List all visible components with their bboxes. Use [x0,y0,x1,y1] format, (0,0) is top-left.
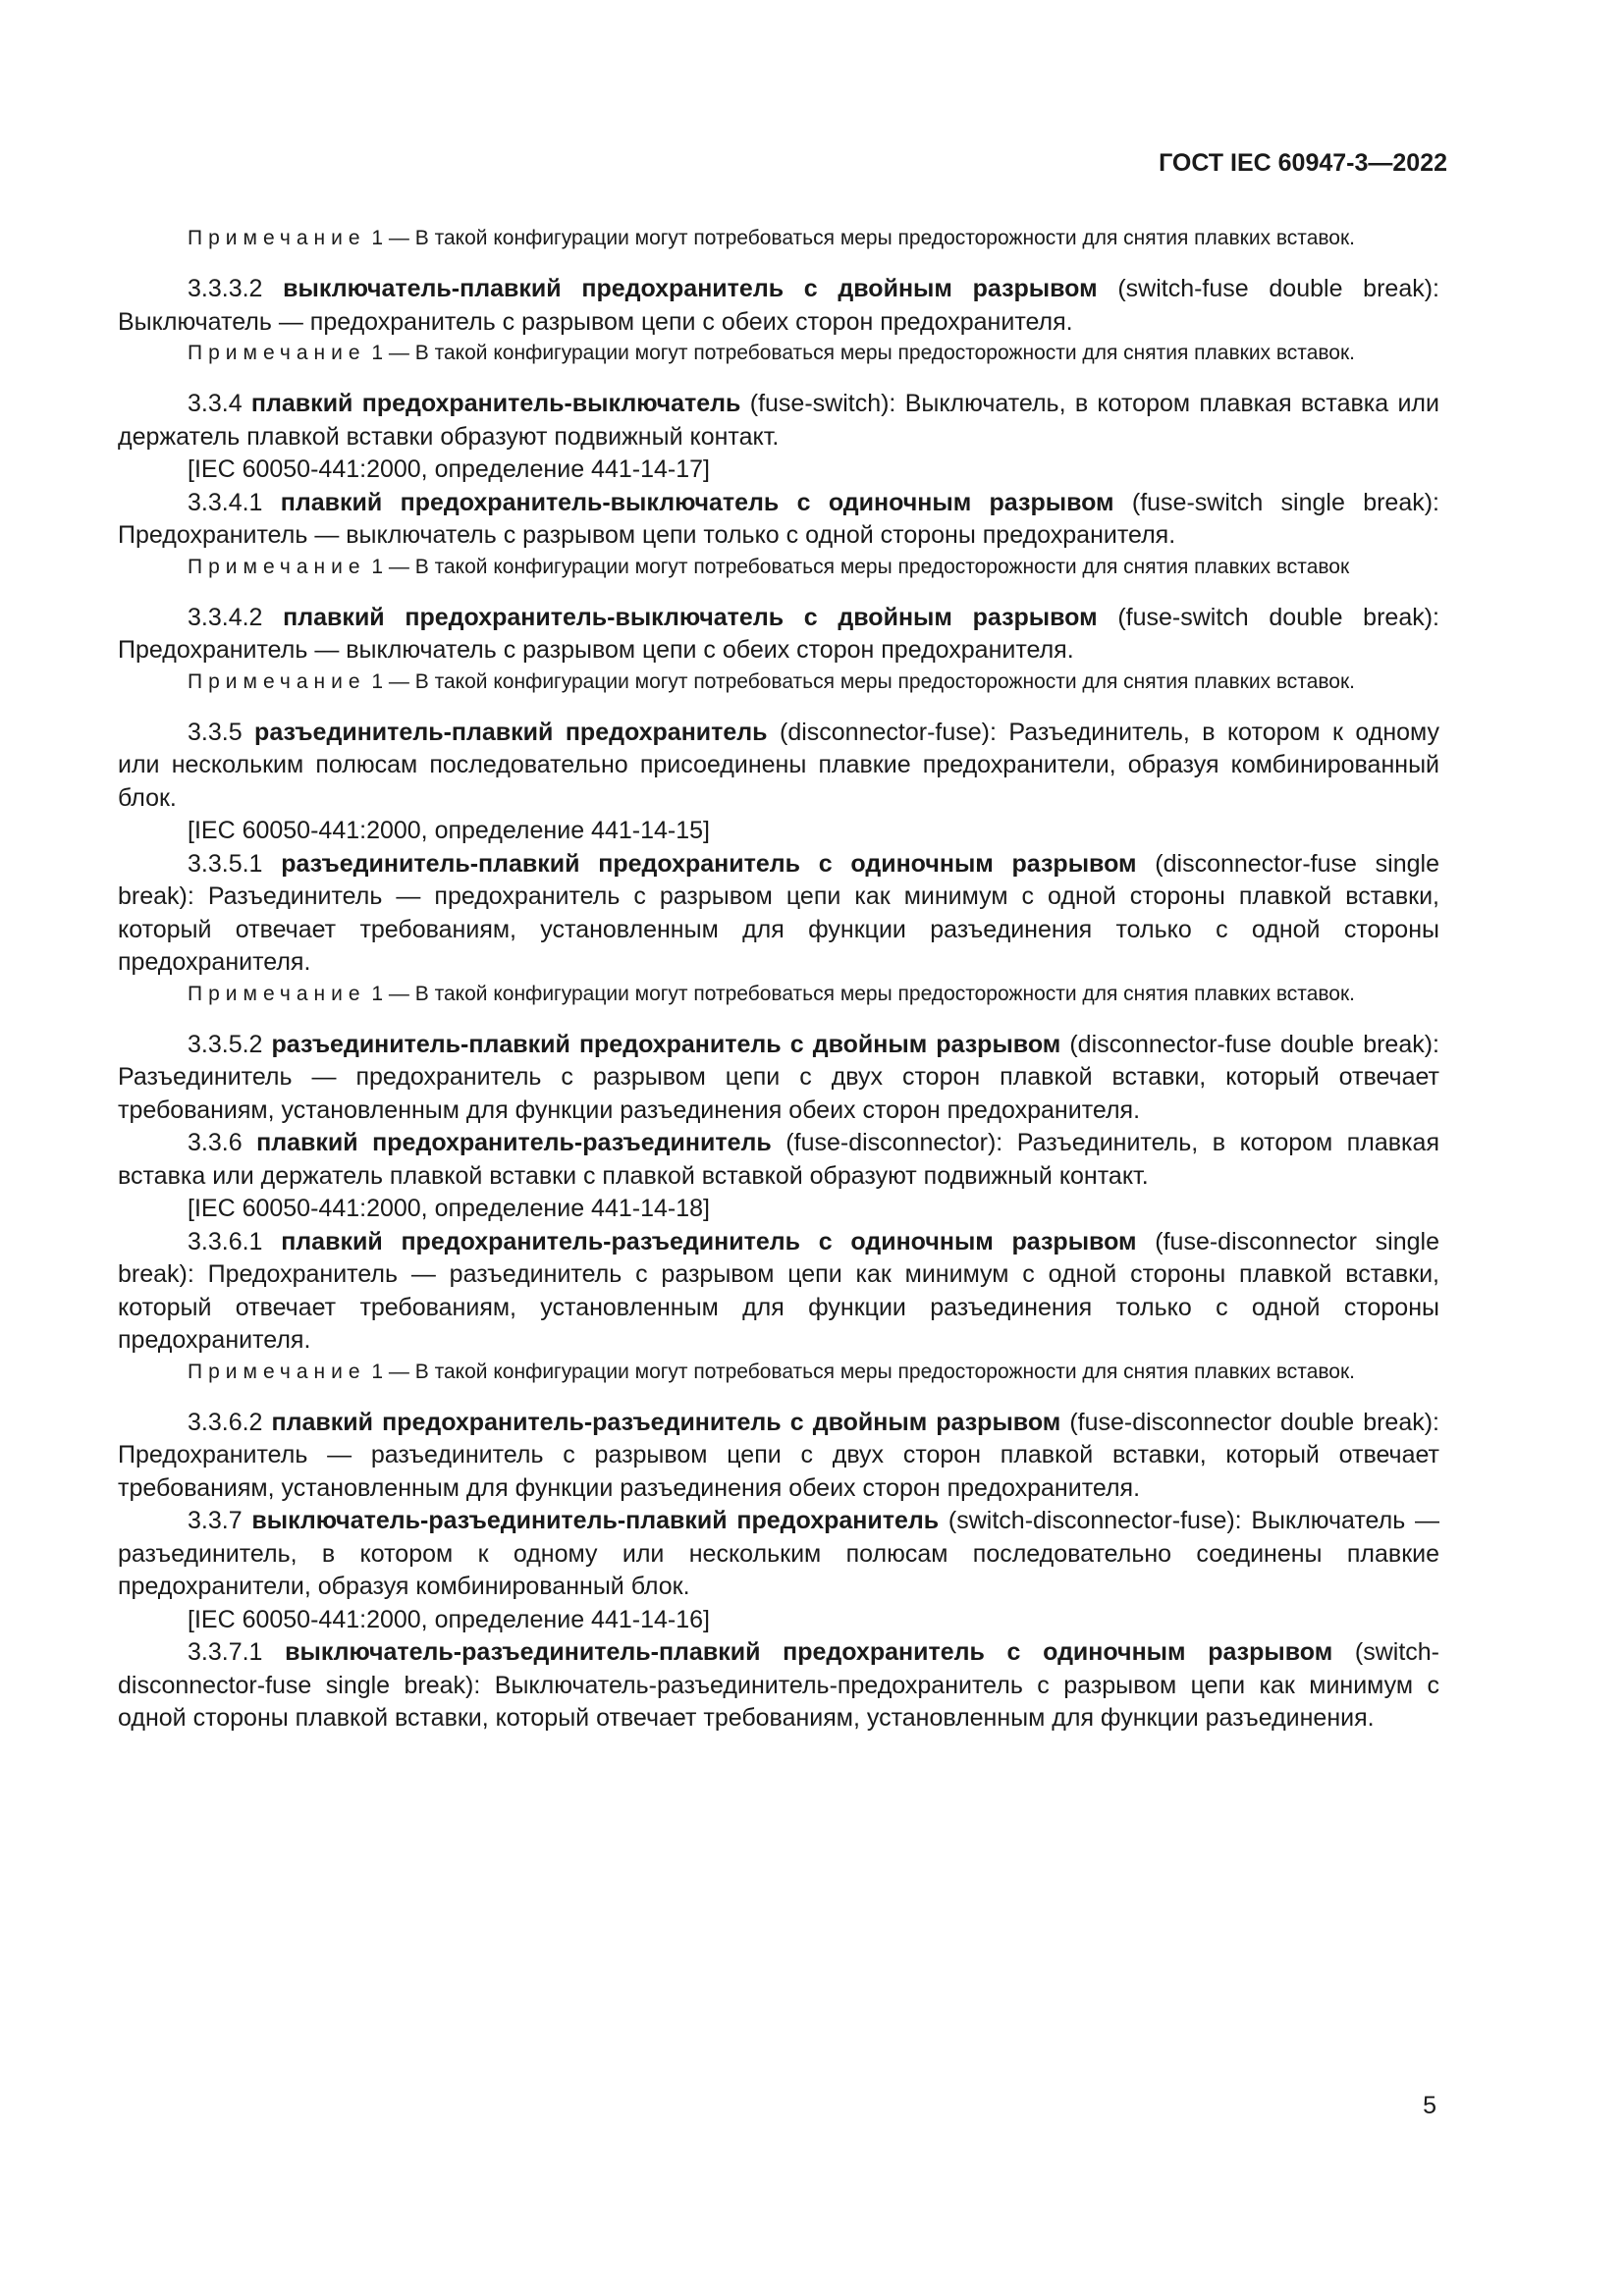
clause-number: 3.3.5 [188,718,243,746]
term-name: разъединитель-плавкий предохранитель [254,718,768,746]
term-name: плавкий предохранитель-разъединитель с одиночным разрывом [281,1227,1137,1255]
note-label: Примечание [188,555,366,578]
reference: [IEC 60050-441:2000, определение 441-14-16] [188,1605,710,1633]
note-text: В такой конфигурации могут потребоваться меры предосторожности для снятия плавких вставок. [414,982,1355,1005]
note-number: 1 [371,982,384,1005]
definition-text: (fuse-disconnector single break): Предохранитель — разъединитель с разрывом цепи как минимум с одной стороны плавкой вставки, который отвечает требованиям, установленным для функции разъединения только с одной стороны предохранителя. [118,1227,1439,1354]
term-name: плавкий предохранитель-разъединитель [256,1129,772,1156]
note-text: В такой конфигурации могут потребоваться меры предосторожности для снятия плавких вставок. [414,1360,1355,1383]
note: Примечание 1 — В такой конфигурации могут потребоваться меры предосторожности для снятия плавких вставок. [188,227,1355,249]
term-definition [118,1636,1439,1735]
definition-text: (fuse-switch single break): Предохранитель — выключатель с разрывом цепи только с одной стороны предохранителя. [118,488,1439,549]
term-name: выключатель-плавкий предохранитель с двойным разрывом [283,275,1098,302]
term-definition [118,1127,1439,1193]
term-definition [118,717,1439,816]
term-definition [118,1407,1439,1506]
term-name: плавкий предохранитель-выключатель [250,390,741,417]
term-name: плавкий предохранитель-выключатель с двойным разрывом [283,603,1098,631]
note-label: Примечание [188,342,366,364]
definition-text: (fuse-switch double break): Предохранитель — выключатель с разрывом цепи с обеих сторон предохранителя. [118,603,1439,664]
term-name: плавкий предохранитель-выключатель с одиночным разрывом [280,488,1114,516]
reference: [IEC 60050-441:2000, определение 441-14-17] [188,455,710,483]
definition-text: (fuse-disconnector double break): Предохранитель — разъединитель с разрывом цепи с двух сторон плавкой вставки, который отвечает требованиям, установленным для функции разъединения обеих сторон предохранителя. [118,1408,1440,1502]
note-number: 1 [371,669,384,693]
note: Примечание 1 — В такой конфигурации могут потребоваться меры предосторожности для снятия плавких вставок. [188,982,1355,1005]
clause-number: 3.3.5.2 [188,1030,263,1058]
note: Примечание 1 — В такой конфигурации могут потребоваться меры предосторожности для снятия плавких вставок. [188,342,1355,364]
note-text: В такой конфигурации могут потребоваться меры предосторожности для снятия плавких вставок. [414,227,1355,249]
term-definition [118,602,1439,667]
term-name: плавкий предохранитель-разъединитель с двойным разрывом [271,1408,1061,1436]
note-text: В такой конфигурации могут потребоваться меры предосторожности для снятия плавких вставок. [414,342,1355,364]
note-label: Примечание [188,227,366,249]
definition-text: (disconnector-fuse single break): Разъединитель — предохранитель с разрывом цепи как минимум с одной стороны плавкой вставки, который отвечает требованиям, установленным для функции разъединения только с одной стороны предохранителя. [118,849,1439,976]
term-definition [118,1226,1439,1358]
document-header: ГОСТ IEC 60947-3—2022 [1159,149,1447,177]
document-body [118,224,1439,1735]
clause-number: 3.3.4.2 [188,603,263,631]
note-label: Примечание [188,669,366,693]
reference: [IEC 60050-441:2000, определение 441-14-15] [188,817,710,844]
clause-number: 3.3.7.1 [188,1638,263,1666]
note: Примечание 1 — В такой конфигурации могут потребоваться меры предосторожности для снятия плавких вставок. [188,669,1355,693]
term-definition [118,1029,1439,1128]
term-definition [118,1505,1439,1604]
term-name: выключатель-разъединитель-плавкий предохранитель [251,1507,940,1534]
term-definition [118,848,1439,980]
reference: [IEC 60050-441:2000, определение 441-14-18] [188,1195,710,1222]
clause-number: 3.3.3.2 [188,275,263,302]
term-definition [118,487,1439,553]
clause-number: 3.3.4.1 [188,488,263,516]
definition-text: (switch-disconnector-fuse): Выключатель — разъединитель, в котором к одному или нескольким полюсам последовательно соединены плавкие предохранители, образуя комбинированный блок. [118,1507,1439,1600]
definition-text: (fuse-switch): Выключатель, в котором плавкая вставка или держатель плавкой вставки образуют подвижный контакт. [118,390,1439,451]
note: Примечание 1 — В такой конфигурации могут потребоваться меры предосторожности для снятия плавких вставок. [188,1360,1355,1383]
definition-text: (disconnector-fuse): Разъединитель, в котором к одному или нескольким полюсам последовательно присоединены плавкие предохранители, образуя комбинированный блок. [118,718,1440,812]
clause-number: 3.3.7 [188,1507,243,1534]
note-number: 1 [371,1360,384,1383]
note-label: Примечание [188,982,366,1005]
definition-text: (fuse-disconnector): Разъединитель, в котором плавкая вставка или держатель плавкой вставки с плавкой вставкой образуют подвижный контакт. [118,1129,1439,1190]
definition-text: (switch-fuse double break): Выключатель — предохранитель с разрывом цепи с обеих сторон предохранителя. [118,275,1439,336]
clause-number: 3.3.6 [188,1129,243,1156]
note-number: 1 [371,342,384,364]
clause-number: 3.3.4 [188,390,243,417]
note-number: 1 [371,555,384,578]
note: Примечание 1 — В такой конфигурации могут потребоваться меры предосторожности для снятия плавких вставок [188,555,1350,578]
note-number: 1 [371,227,384,249]
clause-number: 3.3.6.2 [188,1408,263,1436]
clause-number: 3.3.5.1 [188,849,263,878]
clause-number: 3.3.6.1 [188,1227,263,1255]
note-text: В такой конфигурации могут потребоваться меры предосторожности для снятия плавких вставок [414,555,1350,578]
page-number: 5 [1423,2092,1436,2119]
term-name: разъединитель-плавкий предохранитель с двойным разрывом [271,1030,1061,1058]
definition-text: (switch-disconnector-fuse single break): Выключатель-разъединитель-предохранитель с разрывом цепи как минимум с одной стороны плавкой вставки, который отвечает требованиям, установленным для функции разъединения. [118,1638,1439,1732]
definition-text: (disconnector-fuse double break): Разъединитель — предохранитель с разрывом цепи с двух сторон плавкой вставки, который отвечает требованиям, установленным для функции разъединения обеих сторон предохранителя. [118,1030,1440,1124]
term-name: разъединитель-плавкий предохранитель с одиночным разрывом [281,849,1137,878]
term-definition [118,388,1439,454]
note-text: В такой конфигурации могут потребоваться меры предосторожности для снятия плавких вставок. [414,669,1355,693]
term-name: выключатель-разъединитель-плавкий предохранитель с одиночным разрывом [285,1638,1333,1666]
term-definition [118,273,1439,339]
note-label: Примечание [188,1360,366,1383]
